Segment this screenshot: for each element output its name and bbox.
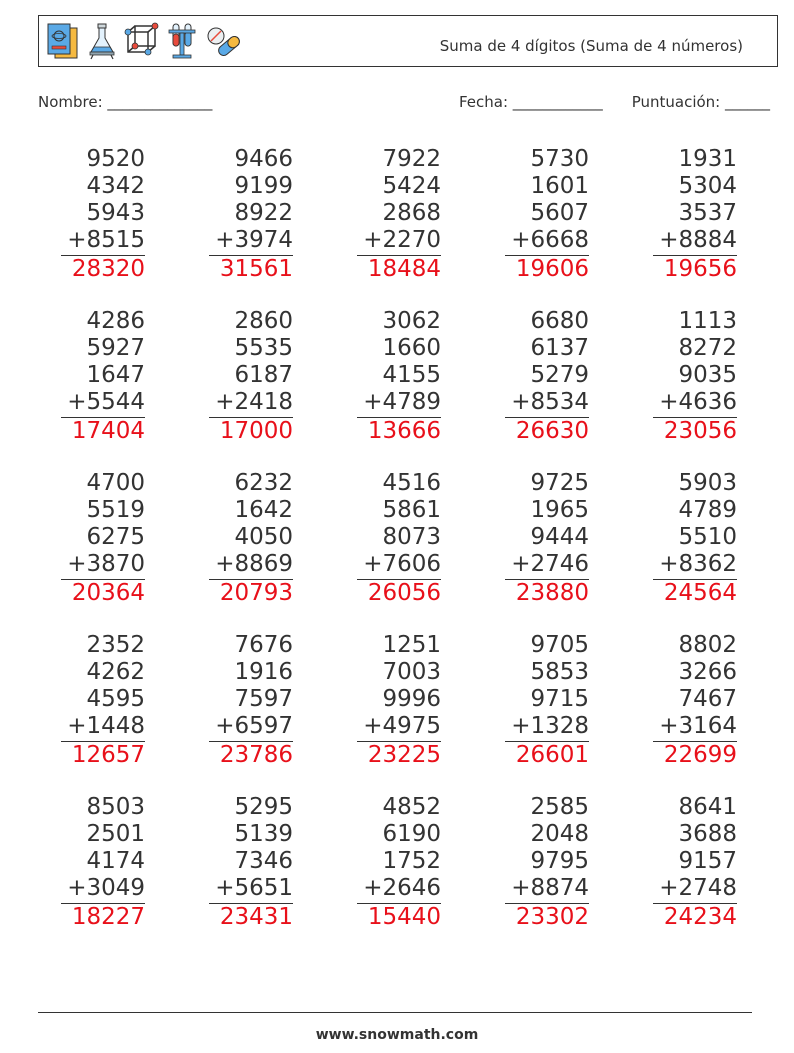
addend: 4262 <box>86 659 145 685</box>
addend-with-plus: +7606 <box>363 551 441 577</box>
addend: 9715 <box>530 686 589 712</box>
addition-problem <box>499 308 589 445</box>
addend-with-plus: +8874 <box>511 875 589 901</box>
addend: 3062 <box>382 308 441 334</box>
addition-problem <box>203 470 293 607</box>
addition-problem <box>351 794 441 931</box>
addend-with-plus: +8869 <box>215 551 293 577</box>
answer: 23225 <box>367 742 441 768</box>
addend: 7467 <box>678 686 737 712</box>
answer: 12657 <box>71 742 145 768</box>
addend: 8922 <box>234 200 293 226</box>
addend: 8272 <box>678 335 737 361</box>
addend: 5853 <box>530 659 589 685</box>
test-tubes-icon <box>165 22 199 60</box>
addend-with-plus: +3870 <box>67 551 145 577</box>
addition-problem <box>499 146 589 283</box>
addition-problem <box>203 308 293 445</box>
answer: 18227 <box>71 904 145 930</box>
answer: 19606 <box>515 256 589 282</box>
addend: 9705 <box>530 632 589 658</box>
addend-with-plus: +4636 <box>659 389 737 415</box>
answer: 13666 <box>367 418 441 444</box>
addend: 5943 <box>86 200 145 226</box>
answer: 20793 <box>219 580 293 606</box>
addend-with-plus: +8362 <box>659 551 737 577</box>
addend-with-plus: +2748 <box>659 875 737 901</box>
addition-problem <box>55 470 145 607</box>
addend-with-plus: +3974 <box>215 227 293 253</box>
molecule-cube-icon <box>123 22 161 60</box>
addend: 9996 <box>382 686 441 712</box>
student-info-row <box>38 93 770 113</box>
worksheet-title: Suma de 4 dígitos (Suma de 4 números) <box>439 37 743 55</box>
addend: 2868 <box>382 200 441 226</box>
addend: 5139 <box>234 821 293 847</box>
addend: 5903 <box>678 470 737 496</box>
addend: 1642 <box>234 497 293 523</box>
addend: 7346 <box>234 848 293 874</box>
addend: 6275 <box>86 524 145 550</box>
answer: 19656 <box>663 256 737 282</box>
addition-problem <box>203 794 293 931</box>
addend: 9725 <box>530 470 589 496</box>
answer: 23880 <box>515 580 589 606</box>
footer-divider <box>38 1012 752 1013</box>
addend: 5304 <box>678 173 737 199</box>
addend: 6137 <box>530 335 589 361</box>
answer: 24234 <box>663 904 737 930</box>
date-field-label: Fecha: ____________ <box>459 93 603 111</box>
addition-problem <box>203 632 293 769</box>
addend: 4700 <box>86 470 145 496</box>
addend: 6680 <box>530 308 589 334</box>
addend: 2352 <box>86 632 145 658</box>
addend: 5607 <box>530 200 589 226</box>
answer: 20364 <box>71 580 145 606</box>
addend: 4789 <box>678 497 737 523</box>
answer: 15440 <box>367 904 441 930</box>
answer: 23431 <box>219 904 293 930</box>
addend-with-plus: +8884 <box>659 227 737 253</box>
answer: 26056 <box>367 580 441 606</box>
answer: 17404 <box>71 418 145 444</box>
addend: 5730 <box>530 146 589 172</box>
addend: 2048 <box>530 821 589 847</box>
addition-problem <box>55 146 145 283</box>
addition-problem <box>351 146 441 283</box>
addend: 9466 <box>234 146 293 172</box>
addend-with-plus: +4789 <box>363 389 441 415</box>
addend: 6232 <box>234 470 293 496</box>
addend: 3537 <box>678 200 737 226</box>
addend: 1113 <box>678 308 737 334</box>
addend: 1752 <box>382 848 441 874</box>
addend: 4595 <box>86 686 145 712</box>
flask-icon <box>85 22 119 60</box>
addend: 5861 <box>382 497 441 523</box>
addition-problem <box>499 632 589 769</box>
addend: 3688 <box>678 821 737 847</box>
addend: 1916 <box>234 659 293 685</box>
addend: 7676 <box>234 632 293 658</box>
addend-with-plus: +6597 <box>215 713 293 739</box>
addend: 5535 <box>234 335 293 361</box>
addend: 8641 <box>678 794 737 820</box>
addend: 5927 <box>86 335 145 361</box>
addition-problem <box>351 308 441 445</box>
addend: 7597 <box>234 686 293 712</box>
addend: 4852 <box>382 794 441 820</box>
answer: 28320 <box>71 256 145 282</box>
answer: 18484 <box>367 256 441 282</box>
addend: 4286 <box>86 308 145 334</box>
addend-with-plus: +2418 <box>215 389 293 415</box>
addend: 1601 <box>530 173 589 199</box>
addend: 2501 <box>86 821 145 847</box>
addition-problem <box>499 470 589 607</box>
answer: 31561 <box>219 256 293 282</box>
addend: 6190 <box>382 821 441 847</box>
header-icons <box>45 22 243 60</box>
addend: 5279 <box>530 362 589 388</box>
addition-problem <box>499 794 589 931</box>
addend: 6187 <box>234 362 293 388</box>
addend-with-plus: +5651 <box>215 875 293 901</box>
addition-problem <box>647 308 737 445</box>
addend: 3266 <box>678 659 737 685</box>
addend: 2585 <box>530 794 589 820</box>
addition-problem <box>55 632 145 769</box>
answer: 22699 <box>663 742 737 768</box>
addend: 5519 <box>86 497 145 523</box>
addend: 2860 <box>234 308 293 334</box>
score-field-label: Puntuación: ______ <box>631 93 770 111</box>
addition-problem <box>55 794 145 931</box>
addend: 1251 <box>382 632 441 658</box>
addend-with-plus: +3164 <box>659 713 737 739</box>
addend: 5424 <box>382 173 441 199</box>
addend: 1931 <box>678 146 737 172</box>
addend-with-plus: +4975 <box>363 713 441 739</box>
addend-with-plus: +8515 <box>67 227 145 253</box>
addend: 4516 <box>382 470 441 496</box>
addition-problem <box>203 146 293 283</box>
addend-with-plus: +5544 <box>67 389 145 415</box>
addition-problem <box>647 146 737 283</box>
addend: 4342 <box>86 173 145 199</box>
answer: 24564 <box>663 580 737 606</box>
science-book-icon <box>45 22 81 60</box>
addend: 9520 <box>86 146 145 172</box>
addend-with-plus: +3049 <box>67 875 145 901</box>
addend-with-plus: +2270 <box>363 227 441 253</box>
answer: 26630 <box>515 418 589 444</box>
answer: 23786 <box>219 742 293 768</box>
addition-problem <box>351 632 441 769</box>
addend-with-plus: +1328 <box>511 713 589 739</box>
addend: 5295 <box>234 794 293 820</box>
addend: 8073 <box>382 524 441 550</box>
answer: 23056 <box>663 418 737 444</box>
addition-problem <box>647 470 737 607</box>
addend-with-plus: +2646 <box>363 875 441 901</box>
addend: 9199 <box>234 173 293 199</box>
worksheet-header <box>38 15 778 67</box>
addend: 9035 <box>678 362 737 388</box>
addend: 4155 <box>382 362 441 388</box>
addend: 7922 <box>382 146 441 172</box>
addend: 7003 <box>382 659 441 685</box>
answer: 17000 <box>219 418 293 444</box>
addend: 5510 <box>678 524 737 550</box>
addition-problem <box>647 794 737 931</box>
name-field-label: Nombre: ______________ <box>38 93 213 111</box>
addend-with-plus: +1448 <box>67 713 145 739</box>
addition-problem <box>351 470 441 607</box>
addend: 9444 <box>530 524 589 550</box>
addend: 1965 <box>530 497 589 523</box>
addition-problem <box>647 632 737 769</box>
addend-with-plus: +2746 <box>511 551 589 577</box>
answer: 26601 <box>515 742 589 768</box>
addition-problem <box>55 308 145 445</box>
pills-icon <box>203 22 243 60</box>
addend: 1647 <box>86 362 145 388</box>
addend: 9795 <box>530 848 589 874</box>
addend: 8802 <box>678 632 737 658</box>
addend-with-plus: +8534 <box>511 389 589 415</box>
addend: 4174 <box>86 848 145 874</box>
addend: 4050 <box>234 524 293 550</box>
addend-with-plus: +6668 <box>511 227 589 253</box>
addend: 8503 <box>86 794 145 820</box>
footer-url: www.snowmath.com <box>315 1027 479 1043</box>
addend: 9157 <box>678 848 737 874</box>
answer: 23302 <box>515 904 589 930</box>
addend: 1660 <box>382 335 441 361</box>
